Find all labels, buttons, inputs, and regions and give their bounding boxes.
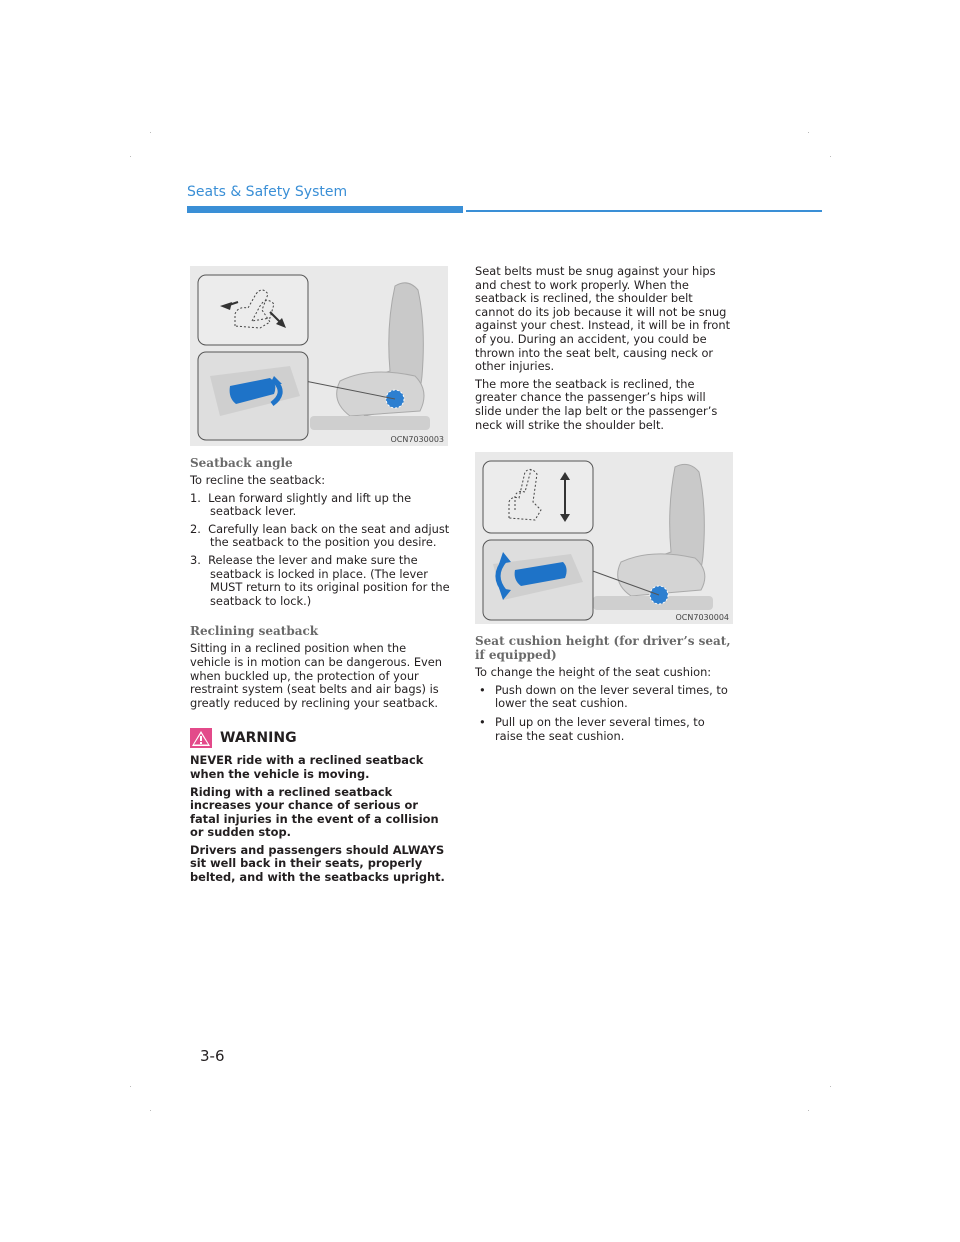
list-item-text: Push down on the lever several times, to lower the seat cushion. [495,682,728,711]
page-number: 3-6 [200,1047,225,1065]
seat-height-illustration [475,452,733,624]
seatback-steps-list [190,492,450,609]
warning-paragraph: Riding with a reclined seatback increases your chance of serious or fatal injuries in the event of a collision or sudden stop. [190,784,439,840]
seatback-angle-figure [190,266,448,446]
seatback-angle-illustration [190,266,448,446]
warning-triangle-icon [190,728,212,748]
list-item [475,716,735,743]
seat-cushion-list [475,684,735,743]
list-item: 3. Release the lever and make sure the seatback is locked in place. (The lever MUST return to its original position for the seatback to lock.) [190,552,450,608]
list-item: 2. Carefully lean back on the seat and adjust the seatback to the position you desire. [190,521,450,550]
bullet-icon: • [479,682,486,697]
reclining-text: Sitting in a reclined position when the vehicle is in motion can be dangerous. Even when buckled up, the protection of your restraint system (seat belts and air bags) is greatly reduced by reclining your seatback. [190,641,442,710]
figure-code: OCN7030004 [675,613,729,623]
list-item-text: Pull up on the lever several times, to raise the seat cushion. [495,714,705,743]
list-item: 1. Lean forward slightly and lift up the seatback lever. [190,490,412,519]
list-item [475,684,735,711]
warning-box [190,728,450,884]
header-section-title: Seats & Safety System [187,184,348,200]
figure-code: OCN7030003 [390,435,444,444]
seatbelt-paragraph: Seat belts must be snug against your hips and chest to work properly. When the seatback is reclined, the shoulder belt cannot do its job because it will not be snug against your chest. Instead, it will be in front of you. During an accident, you could be thrown into the seat belt, causing neck or other injuries. [475,264,731,374]
warning-paragraph: NEVER ride with a reclined seatback when the vehicle is moving. [190,753,424,781]
recline-risk-paragraph: The more the seatback is reclined, the greater chance the passenger’s hips will slide under the lap belt or the passenger’s neck will strike the shoulder belt. [475,376,718,432]
seat-cushion-intro: To change the height of the seat cushion: [475,665,712,680]
header-rule-thick [187,206,463,213]
warning-paragraph: Drivers and passengers should ALWAYS sit well back in their seats, properly belted, and with the seatbacks upright. [190,842,445,885]
seatback-angle-intro: To recline the seatback: [190,473,326,487]
warning-title: WARNING [220,730,297,747]
right-column [475,265,735,748]
seat-height-figure [475,452,733,624]
seat-cushion-heading: Seat cushion height (for driver’s seat, if equipped) [475,634,731,663]
seatback-angle-heading: Seatback angle [190,456,293,470]
reclining-heading: Reclining seatback [190,624,319,639]
bullet-icon: • [479,714,486,729]
left-column [190,266,450,889]
header-rule-thin [466,210,822,212]
